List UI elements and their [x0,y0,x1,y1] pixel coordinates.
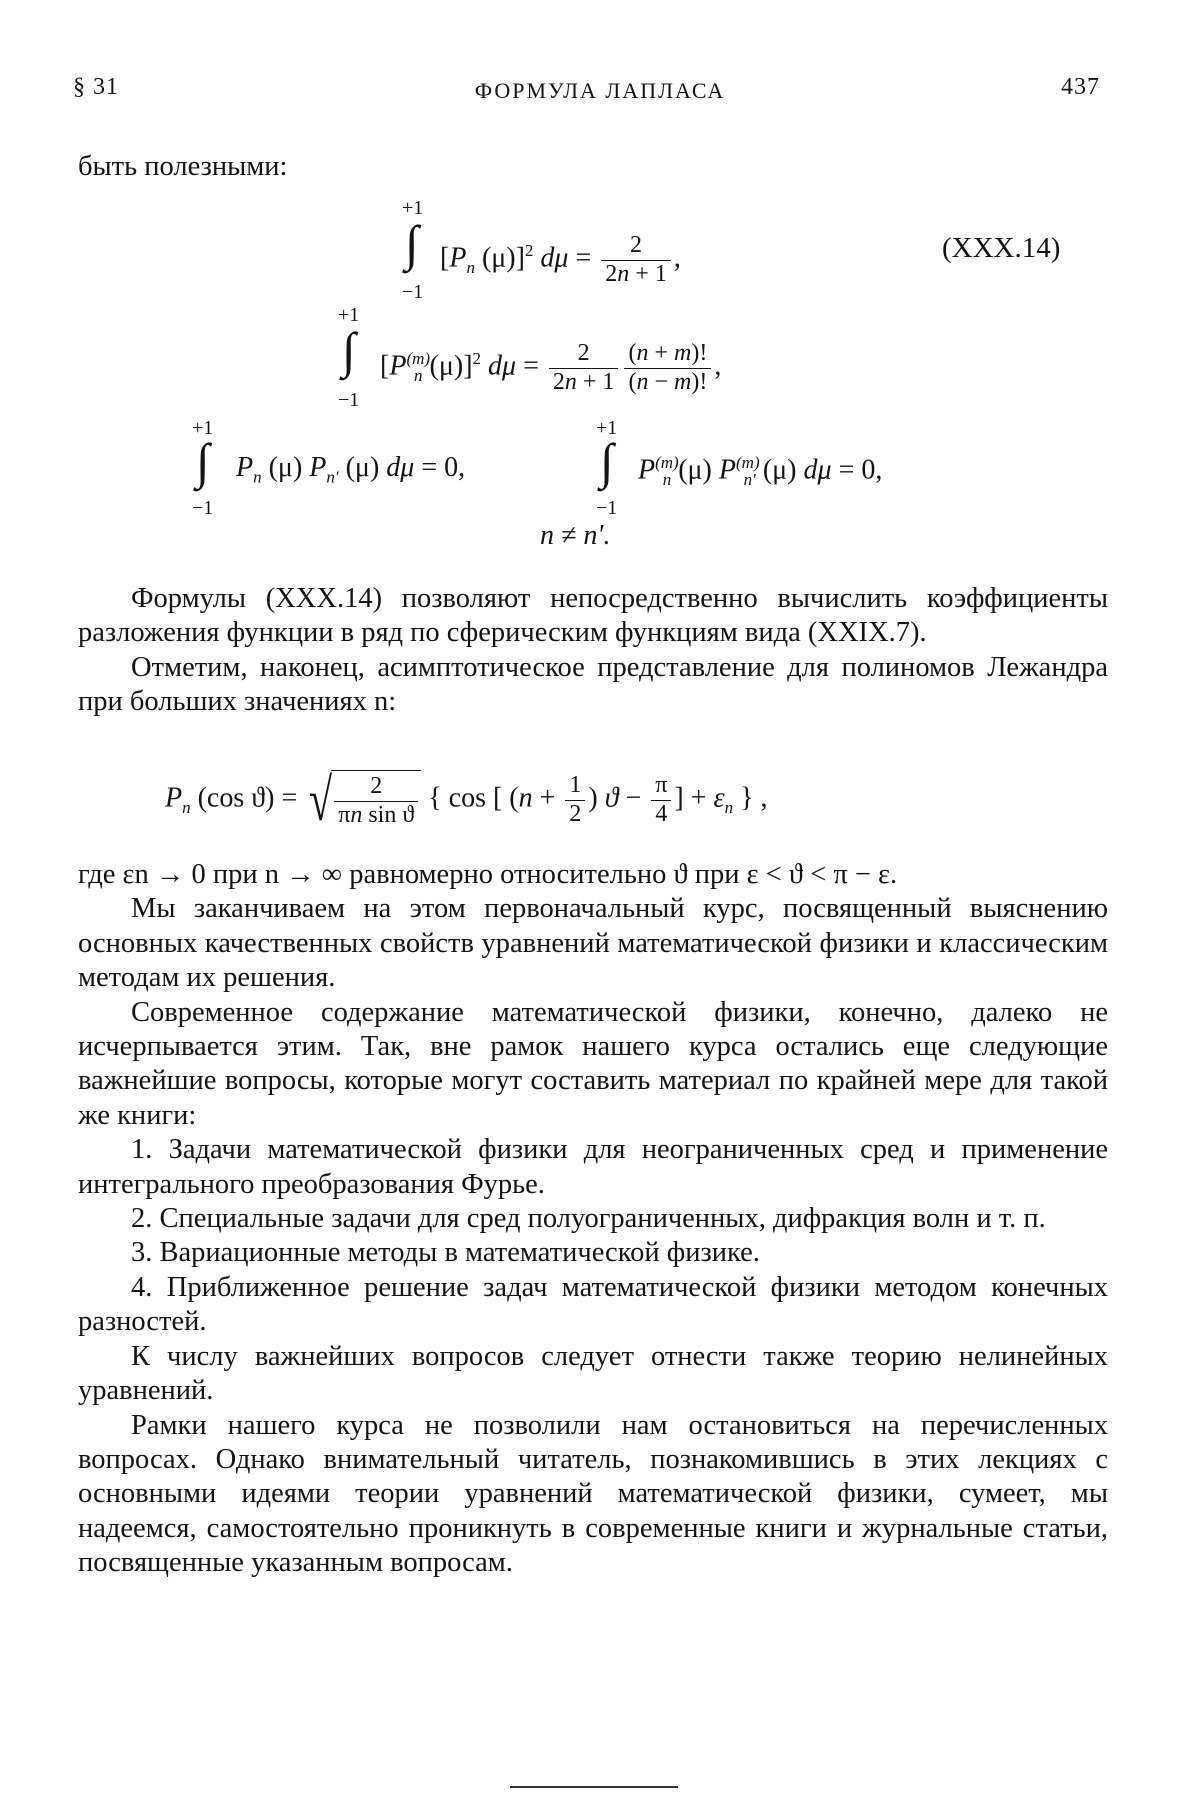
paragraph: Отметим, наконец, асимптотическое представление для полиномов Лежандра при больших значениях n: [78,651,1108,718]
paragraph: Формулы (XXX.14) позволяют непосредственно вычислить коэффициенты разложения функции в ряд по сферическим функциям вида (XXIX.7). [78,583,1108,649]
index-condition: n ≠ n′. [540,520,611,551]
body-text-upper [78,582,1108,720]
paragraph: Рамки нашего курса не позволили нам остановиться на перечисленных вопросах. Однако внимательный читатель, познакомившись в этих лекциях с основными идеями теории уравнений математической физики, сумеет, мы надеемся, самостоятельно проникнуть в современные книги и журнальные статьи, посвященные указанным вопросам. [78,1409,1108,1579]
paragraph: Современное содержание математической физики, конечно, далеко не исчерпывается этим. Так, вне рамок нашего курса остались еще следующие важнейшие вопросы, которые могут составить материал по крайней мере для такой же книги: [78,996,1108,1131]
list-item: 1. Задачи математической физики для неограниченных сред и применение интегрального преобразования Фурье. [78,1134,1108,1200]
paragraph: где εn → 0 при n → ∞ равномерно относительно ϑ при ε < ϑ < π − ε. [78,859,898,890]
list-item: 4. Приближенное решение задач математической физики методом конечных разностей. [78,1271,1108,1338]
paragraph: Мы заканчиваем на этом первоначальный курс, посвященный выяснению основных качественных свойств уравнений математической физики и классическим методам их решения. [78,893,1108,994]
book-page: § 31 ФОРМУЛА ЛАПЛАСА 437 быть полезными: +1 ∫ −1 [$P_n$ (μ)]$^2$ dμ = $\frac{2}{2n + 1}$ , (XXX.14) +1 ∫ −1 [$P^{(m)}_n$ (μ)]$^2$ dμ = $\frac{2}{2n + 1}$ $\frac{(n + m)!}{(n - m)!}$ , +1 ∫ −1 $P_n$ (μ) $P_{n'}$ (μ) dμ = 0, +1 ∫ −1 $P^{(m)}_n$ (μ) $P^{(m)}_{n'}$ (μ) dμ = 0, n ≠ n′. Формулы (XXX.14) позволяют непосредственно вычислить коэффициенты разложения функции в ряд по сферическим функциям вида (XXIX.7). Отметим, наконец, асимптотическое представление для полиномов Лежандра при больших значениях n: $P_n$ (cos ϑ) = √ $\frac{2}{\text{πn sin ϑ}}$ { cos [ (n + $\frac{1}{2}$ ) ϑ − $\frac{\pi}{4}$ ] + $\varepsilon_n$ } , где εn → 0 при n → ∞ равномерно относительно ϑ при ε < ϑ < π − ε. Мы заканчиваем на этом первоначальный курс, посвященный выяснению основных качественных свойств уравнений математической физики и классическим методам их решения. Современное содержание математической физики, конечно, далеко не исчерпывается этим. Так, вне рамок нашего курса остались еще следующие важнейшие вопросы, которые могут составить материал по крайней мере для такой же книги: 1. Задачи математической физики для неограниченных сред и применение интегрального преобразования Фурье. 2. Специальные задачи для сред полуограниченных, дифракция волн и т. п. 3. Вариационные методы в математической физике. 4. Приближенное решение задач математической физики методом конечных разностей. К числу важнейших вопросов следует отнести также теорию нелинейных уравнений. Рамки нашего курса не позволили нам остановиться на перечисленных вопросах. Однако внимательный читатель, познакомившись в этих лекциях с основными идеями теории уравнений математической физики, сумеет, мы надеемся, самостоятельно проникнуть в современные книги и журнальные статьи, посвященные указанным вопросам. [0,0,1200,1815]
section-marker: § 31 [73,74,119,100]
body-text-lower [78,858,1108,1581]
equation-asymptotic: $P_n$ (cos ϑ) = √ $\frac{2}{\text{πn sin ϑ}}$ { cos [ (n + $\frac{1}{2}$ ) ϑ − $\frac{\pi}{4}$ ] + $\varepsilon_n$ } , [165,767,768,833]
paragraph: К числу важнейших вопросов следует отнести также теорию нелинейных уравнений. [78,1340,1108,1407]
end-rule [510,1786,678,1788]
list-item: 2. Специальные задачи для сред полуограниченных, дифракция волн и т. п. [131,1203,1046,1235]
intro-line: быть полезными: [78,151,288,182]
running-title: ФОРМУЛА ЛАПЛАСА [474,78,726,103]
page-number: 437 [1061,74,1100,100]
equation-number: (XXX.14) [942,232,1061,264]
list-item: 3. Вариационные методы в математической физике. [131,1237,760,1269]
